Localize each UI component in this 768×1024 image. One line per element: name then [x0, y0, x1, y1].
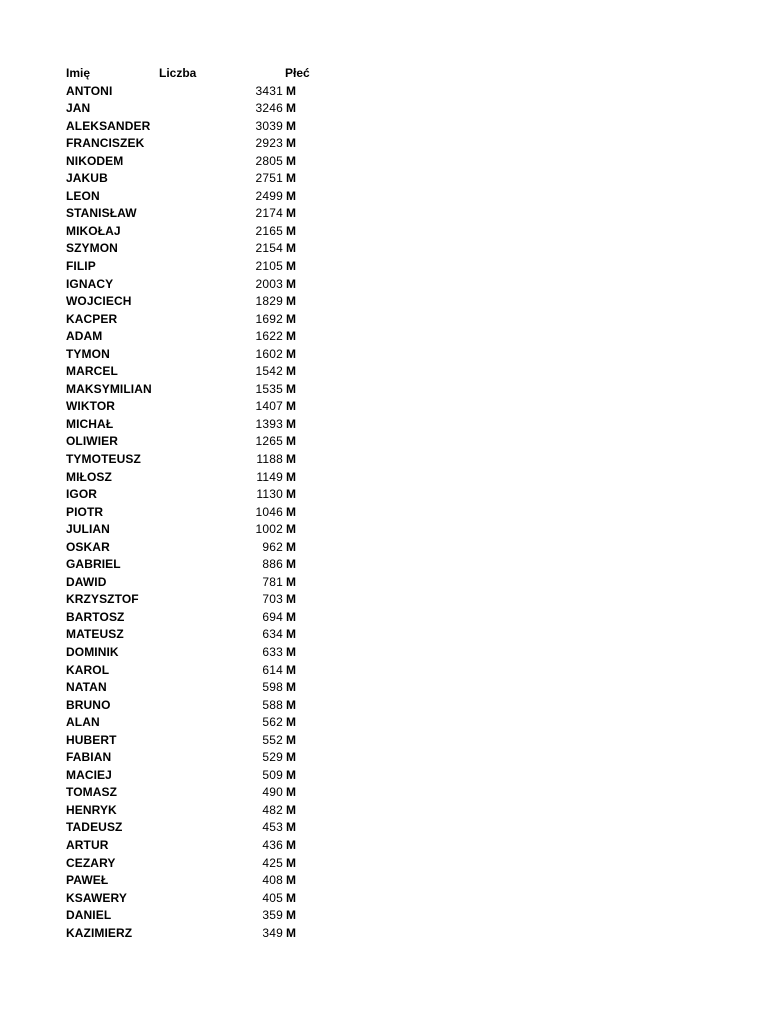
gender-cell: M: [286, 504, 296, 519]
gender-cell: M: [286, 206, 296, 221]
gender-cell: M: [286, 609, 296, 624]
table-row: [66, 486, 326, 504]
count-cell: 349: [262, 925, 283, 940]
gender-cell: M: [286, 101, 296, 116]
table-row: [66, 188, 326, 206]
name-cell: FILIP: [66, 258, 96, 273]
table-row: [66, 416, 326, 434]
gender-cell: M: [286, 434, 296, 449]
name-cell: KAROL: [66, 662, 110, 677]
count-cell: 781: [262, 574, 283, 589]
count-cell: 962: [262, 539, 283, 554]
header-gender: Płeć: [285, 66, 310, 80]
table-row: [66, 205, 326, 223]
count-cell: 2154: [255, 241, 283, 256]
header-count: Liczba: [159, 66, 197, 80]
gender-cell: M: [286, 276, 296, 291]
count-cell: 529: [262, 750, 283, 765]
table-row: [66, 135, 326, 153]
gender-cell: M: [286, 574, 296, 589]
count-cell: 425: [262, 855, 283, 870]
gender-cell: M: [286, 732, 296, 747]
table-row: [66, 679, 326, 697]
table-row: [66, 381, 326, 399]
table-row: [66, 574, 326, 592]
table-row: [66, 556, 326, 574]
table-header-row: [66, 65, 326, 83]
gender-cell: M: [286, 890, 296, 905]
count-cell: 2805: [255, 153, 283, 168]
name-cell: OLIWIER: [66, 434, 119, 449]
name-cell: WIKTOR: [66, 399, 116, 414]
header-name: Imię: [66, 66, 91, 80]
table-row: [66, 907, 326, 925]
table-row: [66, 398, 326, 416]
table-row: [66, 925, 326, 943]
count-cell: 1046: [255, 504, 283, 519]
table-row: [66, 223, 326, 241]
name-cell: NIKODEM: [66, 153, 124, 168]
gender-cell: M: [286, 153, 296, 168]
gender-cell: M: [286, 451, 296, 466]
table-row: [66, 855, 326, 873]
count-cell: 2499: [255, 188, 283, 203]
name-cell: TOMASZ: [66, 785, 118, 800]
gender-cell: M: [286, 645, 296, 659]
gender-cell: M: [286, 908, 296, 923]
table-row: [66, 83, 326, 101]
name-cell: MICHAŁ: [66, 416, 114, 431]
name-cell: ADAM: [66, 329, 103, 344]
name-cell: STANISŁAW: [66, 206, 137, 221]
count-cell: 509: [262, 767, 283, 782]
count-cell: 482: [262, 802, 283, 817]
name-cell: DOMINIK: [66, 645, 119, 659]
count-cell: 408: [262, 873, 283, 888]
name-cell: MIŁOSZ: [66, 469, 112, 484]
name-cell: MARCEL: [66, 364, 118, 379]
table-row: [66, 311, 326, 329]
table-row: [66, 346, 326, 364]
table-row: [66, 697, 326, 715]
name-cell: MACIEJ: [66, 767, 112, 782]
gender-cell: M: [286, 294, 296, 309]
count-cell: 2003: [255, 276, 283, 291]
table-row: [66, 644, 326, 662]
name-cell: OSKAR: [66, 539, 110, 554]
table-row: [66, 118, 326, 136]
name-cell: BARTOSZ: [66, 609, 125, 624]
name-cell: HENRYK: [66, 802, 117, 817]
count-cell: 1149: [256, 469, 283, 484]
name-cell: LEON: [66, 188, 100, 203]
table-row: [66, 539, 326, 557]
count-cell: 1622: [255, 329, 283, 344]
name-cell: JAN: [66, 101, 91, 116]
count-cell: 1002: [255, 522, 283, 537]
gender-cell: M: [286, 767, 296, 782]
name-cell: MAKSYMILIAN: [66, 381, 152, 396]
table-row: [66, 293, 326, 311]
name-cell: JULIAN: [66, 522, 110, 537]
gender-cell: M: [286, 925, 296, 940]
gender-cell: M: [286, 171, 296, 186]
name-cell: ALEKSANDER: [66, 118, 151, 133]
count-cell: 3246: [255, 101, 283, 116]
count-cell: 2751: [255, 171, 283, 186]
table-row: [66, 837, 326, 855]
gender-cell: M: [286, 873, 296, 888]
count-cell: 2165: [255, 223, 283, 238]
table-row: [66, 170, 326, 188]
name-cell: BRUNO: [66, 697, 111, 712]
count-cell: 562: [262, 715, 283, 730]
name-cell: PIOTR: [66, 504, 104, 519]
table-row: [66, 784, 326, 802]
gender-cell: M: [286, 715, 296, 730]
gender-cell: M: [286, 855, 296, 870]
table-row: [66, 328, 326, 346]
gender-cell: M: [286, 750, 296, 765]
table-row: [66, 749, 326, 767]
gender-cell: M: [286, 557, 296, 572]
name-cell: PAWEŁ: [66, 873, 109, 888]
count-cell: 359: [262, 908, 283, 923]
name-cell: IGOR: [66, 487, 98, 502]
gender-cell: M: [286, 785, 296, 800]
count-cell: 1265: [255, 434, 283, 449]
name-cell: ALAN: [66, 715, 100, 730]
count-cell: 3039: [255, 118, 283, 133]
name-cell: ARTUR: [66, 838, 109, 853]
gender-cell: M: [286, 680, 296, 695]
gender-cell: M: [286, 223, 296, 238]
name-cell: FABIAN: [66, 750, 112, 765]
count-cell: 703: [262, 592, 283, 607]
count-cell: 598: [262, 680, 283, 695]
count-cell: 1535: [255, 381, 283, 396]
gender-cell: M: [286, 487, 296, 502]
gender-cell: M: [286, 802, 296, 817]
name-cell: NATAN: [66, 680, 107, 695]
name-cell: KRZYSZTOF: [66, 592, 139, 607]
name-cell: HUBERT: [66, 732, 117, 747]
table-row: [66, 609, 326, 627]
table-row: [66, 802, 326, 820]
table-row: [66, 732, 326, 750]
gender-cell: M: [286, 592, 296, 607]
table-row: [66, 240, 326, 258]
gender-cell: M: [286, 820, 296, 835]
table-row: [66, 591, 326, 609]
table-row: [66, 433, 326, 451]
count-cell: 1602: [255, 346, 283, 361]
gender-cell: M: [286, 399, 296, 414]
name-cell: TYMOTEUSZ: [66, 451, 141, 466]
name-cell: IGNACY: [66, 276, 114, 291]
count-cell: 886: [262, 557, 283, 572]
gender-cell: M: [286, 241, 296, 256]
gender-cell: M: [286, 522, 296, 537]
table-row: [66, 872, 326, 890]
table-row: [66, 469, 326, 487]
gender-cell: M: [286, 381, 296, 396]
count-cell: 634: [262, 627, 283, 642]
count-cell: 1692: [255, 311, 283, 326]
count-cell: 552: [262, 732, 283, 747]
count-cell: 405: [262, 890, 283, 905]
count-cell: 1188: [256, 451, 283, 466]
gender-cell: M: [286, 364, 296, 379]
gender-cell: M: [286, 469, 296, 484]
table-row: [66, 767, 326, 785]
gender-cell: M: [286, 662, 296, 677]
table-row: [66, 451, 326, 469]
gender-cell: M: [286, 83, 296, 98]
gender-cell: M: [286, 697, 296, 712]
name-cell: WOJCIECH: [66, 294, 132, 309]
name-cell: FRANCISZEK: [66, 136, 145, 151]
gender-cell: M: [286, 627, 296, 642]
table-row: [66, 819, 326, 837]
name-cell: TYMON: [66, 346, 110, 361]
count-cell: 694: [262, 609, 283, 624]
table-row: [66, 100, 326, 118]
table-row: [66, 521, 326, 539]
gender-cell: M: [286, 346, 296, 361]
table-row: [66, 504, 326, 522]
count-cell: 1542: [255, 364, 283, 379]
count-cell: 614: [262, 662, 283, 677]
count-cell: 1407: [255, 399, 283, 414]
table-row: [66, 890, 326, 908]
count-cell: 2174: [255, 206, 283, 221]
count-cell: 453: [262, 820, 283, 835]
table-body: [66, 83, 326, 943]
name-cell: MATEUSZ: [66, 627, 124, 642]
count-cell: 1829: [255, 294, 283, 309]
name-cell: GABRIEL: [66, 557, 121, 572]
name-cell: MIKOŁAJ: [66, 223, 121, 238]
count-cell: 1130: [256, 487, 283, 502]
gender-cell: M: [286, 136, 296, 151]
table-row: [66, 258, 326, 276]
name-cell: DAWID: [66, 574, 107, 589]
gender-cell: M: [286, 539, 296, 554]
gender-cell: M: [286, 329, 296, 344]
table-row: [66, 714, 326, 732]
name-cell: TADEUSZ: [66, 820, 123, 835]
name-cell: SZYMON: [66, 241, 118, 256]
count-cell: 588: [262, 697, 283, 712]
count-cell: 1393: [255, 416, 283, 431]
count-cell: 2923: [255, 136, 283, 151]
count-cell: 3431: [255, 83, 283, 98]
count-cell: 490: [262, 785, 283, 800]
name-cell: ANTONI: [66, 83, 113, 98]
gender-cell: M: [286, 258, 296, 273]
table-row: [66, 626, 326, 644]
gender-cell: M: [286, 838, 296, 853]
name-cell: JAKUB: [66, 171, 108, 186]
name-cell: KSAWERY: [66, 890, 127, 905]
gender-cell: M: [286, 188, 296, 203]
gender-cell: M: [286, 311, 296, 326]
name-cell: DANIEL: [66, 908, 112, 923]
name-cell: KAZIMIERZ: [66, 925, 133, 940]
names-table: [66, 65, 326, 942]
count-cell: 436: [262, 838, 283, 853]
name-cell: CEZARY: [66, 855, 116, 870]
table-row: [66, 153, 326, 171]
gender-cell: M: [286, 118, 296, 133]
table-row: [66, 662, 326, 680]
gender-cell: M: [286, 416, 296, 431]
table-row: [66, 276, 326, 294]
table-row: [66, 363, 326, 381]
count-cell: 633: [262, 645, 283, 659]
count-cell: 2105: [255, 258, 283, 273]
name-cell: KACPER: [66, 311, 118, 326]
